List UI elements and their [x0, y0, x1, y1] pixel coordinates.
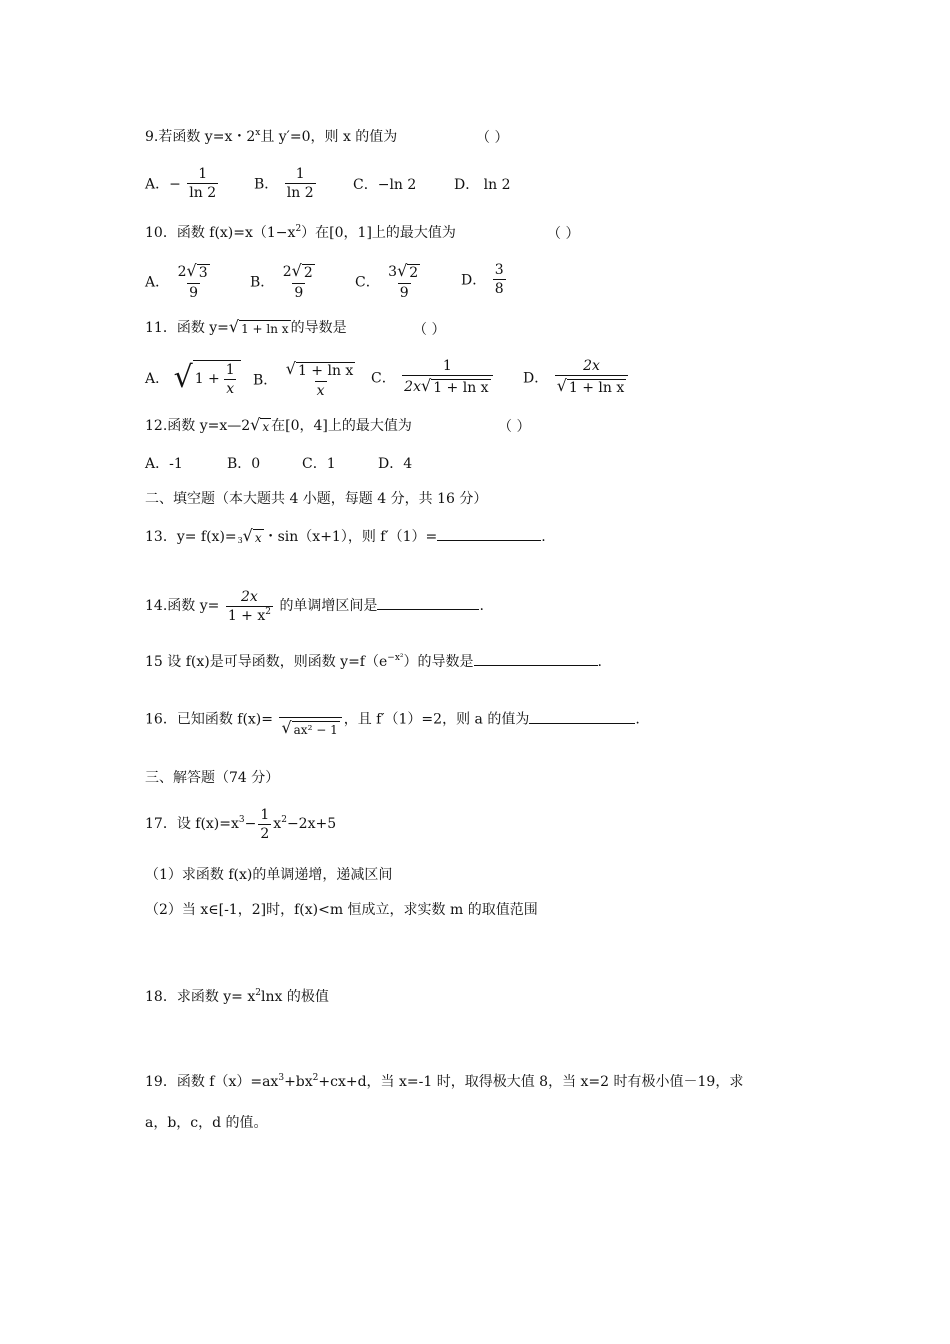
q10-option-c: C． 3 √ 2 9 — [355, 261, 419, 301]
q12-option-d: D．4 — [378, 456, 413, 472]
q16-stem: 16．已知函数 f(x)= √ ax² − 1 ，且 f′（1）=2，则 a 的值为 . — [145, 700, 640, 739]
q17-part-1: （1）求函数 f(x)的单调递增，递减区间 — [145, 867, 393, 883]
q12-option-c: C．1 — [302, 456, 336, 472]
q11-option-b: B． √ 1 + ln x x — [253, 359, 354, 399]
q16-answer-blank[interactable] — [529, 709, 635, 724]
q13-stem: 13．y= f(x)= 3 √ x ・sin（x+1），则 f′（1）= . — [145, 526, 546, 545]
q19-stem-line-2: a，b，c，d 的值。 — [145, 1115, 268, 1131]
q11-stem: 11．函数 y= √ 1 + ln x 的导数是 — [145, 317, 347, 336]
q10-option-a: A． 2 √ 3 9 — [145, 261, 208, 301]
q9-answer-paren: （ ） — [476, 130, 509, 146]
q9-option-a: A．− $\frac{1}{\ln 2}$ — [145, 166, 217, 201]
q9-option-b: B． $\frac{1}{\ln 2}$ — [254, 166, 314, 201]
q12-option-b: B．0 — [227, 456, 261, 472]
q10-stem: 10．函数 $f(x)=x(1-x^2)$在[0，1]上的最大值为 — [145, 224, 456, 241]
q12-option-a: A．-1 — [145, 456, 183, 472]
q15-answer-blank[interactable] — [474, 651, 598, 666]
q11-answer-paren: （ ） — [413, 322, 446, 338]
q9-option-c: C．−ln 2 — [353, 177, 417, 193]
q10-option-b: B． 2 √ 2 9 — [250, 261, 313, 301]
q14-answer-blank[interactable] — [377, 595, 479, 610]
q19-stem-line-1: 19．函数 $f(x)=ax^3+bx^2+cx+d$，当 x=-1 时，取得极大值 8，当 x=2 时有极小值－19，求 — [145, 1073, 744, 1090]
section-2-heading: 二、填空题（本大题共 4 小题，每题 4 分，共 16 分） — [145, 491, 488, 507]
q14-stem: 14.函数 y= $\frac{2x}{1 + x^2}$ 的单调增区间是 . — [145, 588, 484, 624]
q18-stem: 18．求函数 $y= x^2\ln x$ 的极值 — [145, 988, 329, 1005]
section-3-heading: 三、解答题（74 分） — [145, 770, 280, 786]
q11-option-d: D． 2x √ 1 + ln x — [523, 358, 630, 397]
q9-option-d: D． ln 2 — [454, 177, 511, 193]
q12-answer-paren: （ ） — [498, 419, 531, 435]
q13-answer-blank[interactable] — [437, 526, 541, 541]
q9-stem: 9.若函数 y=x・2$^x$且 y′=0，则 x 的值为 — [145, 128, 398, 145]
q10-answer-paren: （ ） — [547, 226, 580, 242]
q12-stem: 12.函数 y=x—2 √ x 在[0，4]上的最大值为 — [145, 415, 412, 434]
q17-stem: 17．设 $f(x)=x^3-$ $\frac{1}{2}$ $x^2-2x+5$ — [145, 806, 337, 842]
q10-option-d: D． $\frac{3}{8}$ — [461, 262, 504, 297]
q11-option-a: A． √ 1 + $\frac{1}{x}$ — [145, 358, 241, 398]
q15-stem: 15 设 f(x)是可导函数，则函数 $y=f(e^{-x^2})$的导数是 . — [145, 653, 602, 670]
q11-option-c: C． 1 2x √ 1 + ln x — [371, 358, 495, 397]
q17-part-2: （2）当 x∈[-1，2]时，f(x)<m 恒成立，求实数 m 的取值范围 — [145, 902, 538, 918]
